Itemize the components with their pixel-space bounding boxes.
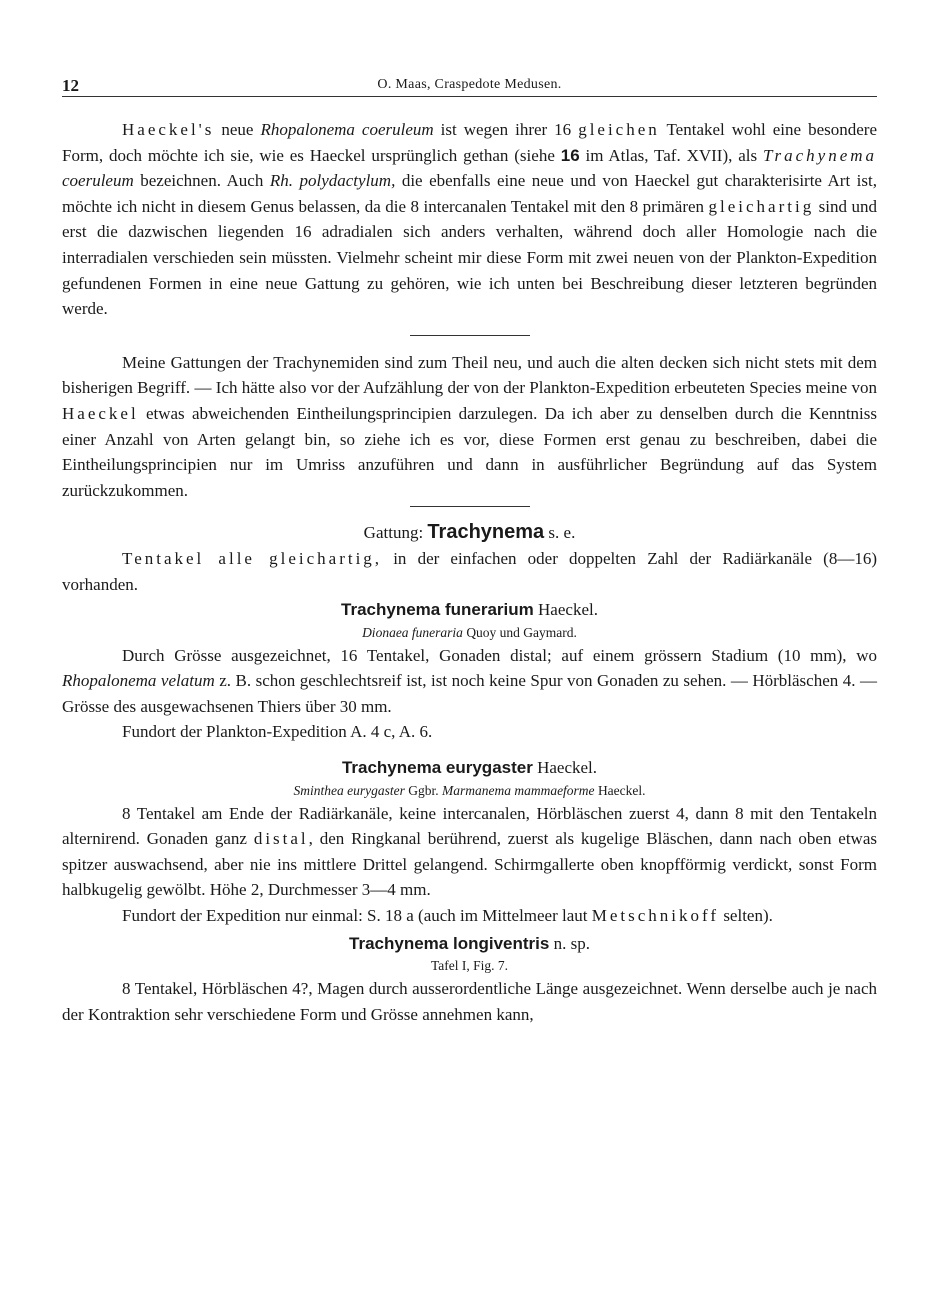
page-header (62, 76, 877, 97)
species-description: 8 Tentakel, Hörbläschen 4?, Magen durch ausserordentliche Länge ausgezeichnet. Wenn derselbe auch je nach der Kontraktion sehr verschiedene Form und Grösse annehmen kann, (62, 979, 877, 1024)
species-heading: Trachynema longiventris n. sp. (349, 933, 590, 953)
synonym-line: Sminthea eurygaster Ggbr. Marmanema mammaeforme Haeckel. (293, 782, 646, 798)
species-heading: Trachynema funerarium Haeckel. (341, 600, 598, 620)
species-description: 8 Tentakel am Ende der Radiärkanäle, keine intercanalen, Hörbläschen zuerst 4, dann 8 mit den Tentakeln alternirend. Gonaden ganz distal, den Ringkanal berührend, zuerst als kugelige Bläschen, dann nach oben etwas spitzer auswachsend, aber nie ins mittlere Drittel gelangend. Schirmgallerte oben knopfförmig verdickt, sonst Form halbkugelig gewölbt. Höhe 2, Durchmesser 3—4 mm. (62, 803, 877, 900)
plate-reference: Tafel I, Fig. 7. (430, 958, 509, 974)
locality-line: Fundort der Plankton-Expedition A. 4 c, A. 6. (122, 722, 433, 742)
synonym-line: Dionaea funeraria Quoy und Gaymard. (362, 624, 577, 640)
species-heading: Trachynema eurygaster Haeckel. (341, 758, 598, 778)
body-text (62, 117, 877, 1027)
running-title: O. Maas, Craspedote Medusen. (377, 77, 562, 92)
genus-description: Tentakel alle gleichartig, in der einfachen oder doppelten Zahl der Radiärkanäle (8—16) vorhanden. (62, 548, 877, 594)
locality-line: Fundort der Expedition nur einmal: S. 18 a (auch im Mittelmeer laut Metschnikoff selten). (122, 906, 773, 926)
genus-heading: Gattung: Trachynema s. e. (363, 521, 576, 544)
page-number: 12 (62, 76, 79, 95)
paragraph-rhopalonema: Haeckel's neue Rhopalonema coeruleum ist wegen ihrer 16 gleichen Tentakel wohl eine besondere Form, doch möchte ich sie, wie es Haeckel ursprünglich gethan (siehe 16 im Atlas, Taf. XVII), als Trachynema coeruleum bezeichnen. Auch Rh. polydactylum, die ebenfalls eine neue und von Haeckel gut charakterisirte Art ist, möchte ich nicht in diesem Genus belassen, da die 8 intercanalen Tentakel mit den 8 primären gleichartig sind und erst die dazwischen liegenden 16 adradialen sich anders verhalten, während doch aller Homologie nach die interradialen verschieden sein müssten. Vielmehr scheint mir diese Form mit zwei neuen von der Plankton-Expedition gefundenen Formen in eine neue Gattung zu gehören, wie ich unten bei Beschreibung dieser letzteren begründen werde. (62, 120, 878, 319)
species-description: Durch Grösse ausgezeichnet, 16 Tentakel, Gonaden distal; auf einem grössern Stadium (10 mm), wo Rhopalonema velatum z. B. schon geschlechtsreif ist, ist noch keine Spur von Gonaden zu sehen. — Hörbläschen 4. — Grösse des ausgewachsenen Thiers über 30 mm. (62, 645, 877, 716)
paragraph-gattungen: Meine Gattungen der Trachynemiden sind zum Theil neu, und auch die alten decken sich nicht stets mit dem bisherigen Begriff. — Ich hätte also vor der Aufzählung der von der Plankton-Expedition erbeuteten Species meine von Haeckel etwas abweichenden Eintheilungsprincipien darzulegen. Da ich aber zu denselben durch die Kenntniss einer Anzahl von Arten gelangt bin, so ziehe ich es vor, diese Formen erst genau zu beschreiben, dabei die Eintheilungsprincipien nur im Umriss anzuführen und dann in ausführlicher Begründung auf das System zurückzukommen. (62, 352, 877, 500)
